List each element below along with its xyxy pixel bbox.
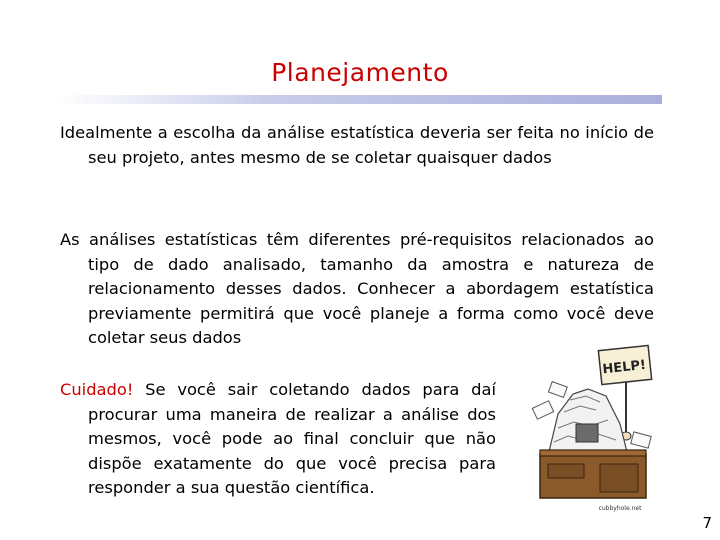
- page-number: 7: [702, 514, 712, 532]
- help-desk-illustration: [528, 344, 658, 516]
- title-underline: [58, 95, 662, 104]
- warning-label: Cuidado!: [60, 380, 134, 399]
- paragraph-warning: [60, 378, 496, 501]
- slide-title: Planejamento: [271, 58, 449, 87]
- image-credit: cubbyhole.net: [598, 505, 642, 512]
- warning-text: Se você sair coletando dados para daí procurar uma maneira de realizar a análise dos mesmos, você pode ao final concluir que não dispõe exatamente do que você precisa para responder a sua questão científica.: [88, 380, 496, 497]
- paragraph-planning: Idealmente a escolha da análise estatística deveria ser feita no início de seu projeto, antes mesmo de se coletar quaisquer dados: [60, 123, 654, 167]
- paragraph-prerequisites: As análises estatísticas têm diferentes pré-requisitos relacionados ao tipo de dado analisado, tamanho da amostra e natureza de relacionamento desses dados. Conhecer a abordagem estatística previamente permitirá que você planeje a forma como você deve coletar seus dados: [60, 230, 654, 347]
- help-sign-text: HELP!: [601, 357, 647, 378]
